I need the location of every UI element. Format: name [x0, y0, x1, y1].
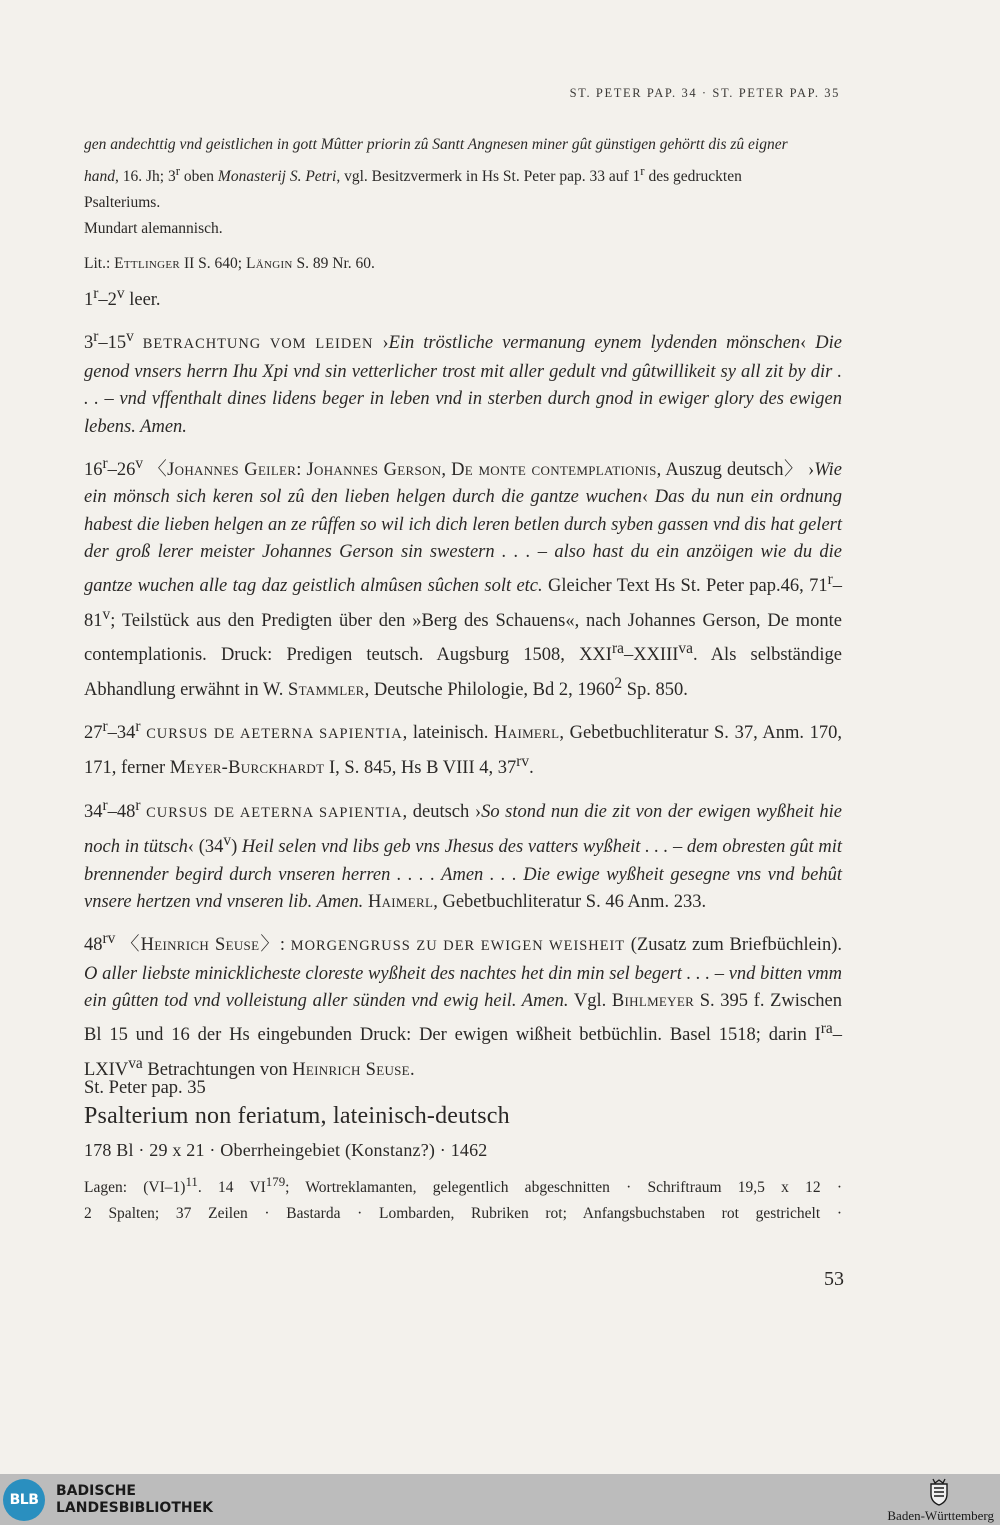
- folio: –2: [98, 290, 117, 311]
- codicology-line-1: [84, 1169, 842, 1201]
- work-title: MORGENGRUSS ZU DER EWIGEN WEISHEIT: [290, 938, 626, 955]
- author-name: Heinrich Seuse: [292, 1060, 410, 1081]
- superscript: v: [102, 605, 111, 623]
- library-name[interactable]: [56, 1483, 213, 1517]
- superscript: 179: [265, 1174, 286, 1189]
- content-entry-5: [84, 792, 842, 917]
- entry-text: Sp. 850.: [622, 679, 688, 700]
- page-number: 53: [824, 1268, 844, 1290]
- superscript: r: [640, 163, 645, 178]
- content-entry-1: [84, 280, 842, 314]
- content-entry-4: [84, 713, 842, 783]
- provenance-line-1: [84, 132, 842, 158]
- author-name: Ettlinger: [114, 255, 181, 273]
- superscript: va: [128, 1054, 143, 1072]
- incipit-explicit: Das du nun ein ordnung habest die lieben helgen an ze rûffen so wil ich dich leren betlen durch syben gassen vnd dis hat gelert der groß lerer meister Johannes Gerson sin swestern . . . – also hast du ein anzöigen wie du die gantze wuchen alle tag daz geistlich almûsen sûchen solt etc.: [84, 487, 842, 597]
- shelfmark: St. Peter pap. 35: [84, 1078, 206, 1098]
- punctuation: :: [296, 459, 307, 480]
- author-name: Heinrich Seuse: [140, 935, 260, 956]
- punctuation: 〉:: [259, 935, 291, 956]
- folio: 48: [84, 935, 103, 956]
- running-head: ST. PETER PAP. 34 · ST. PETER PAP. 35: [569, 86, 840, 100]
- work-title: CURSUS DE AETERNA SAPIENTIA: [146, 805, 403, 822]
- punctuation: 〈: [115, 935, 141, 956]
- author-name: Haimerl: [367, 892, 434, 913]
- manuscript-section: [84, 1078, 842, 1227]
- superscript: 2: [614, 674, 623, 692]
- library-name-line-2: LANDESBIBLIOTHEK: [56, 1500, 214, 1516]
- superscript: r: [93, 285, 99, 302]
- rubric-quote: Ein tröstliche vermanung eynem lydenden mönschen: [388, 333, 801, 354]
- folio: 34: [84, 802, 103, 823]
- library-name-line-1: BADISCHE: [56, 1483, 136, 1499]
- entry-text: (Zusatz zum Briefbüchlein).: [625, 935, 842, 956]
- content-entry-6: [84, 925, 842, 1084]
- footer-bar: [0, 1474, 1000, 1525]
- punctuation: ›: [373, 333, 389, 354]
- superscript: r: [102, 454, 108, 472]
- superscript: v: [116, 285, 125, 302]
- provenance-text: oben: [180, 168, 218, 186]
- spacer: [134, 334, 143, 354]
- contents-list: [84, 280, 842, 1093]
- citation: S. 89 Nr. 60.: [292, 255, 375, 273]
- punctuation: .: [409, 1060, 415, 1081]
- superscript: v: [126, 328, 134, 346]
- work-title: De monte contemplationis: [451, 459, 657, 480]
- superscript: r: [102, 796, 108, 814]
- entry-text: –LXIV: [84, 1025, 842, 1081]
- provenance-date: , 16. Jh; 3: [115, 168, 176, 186]
- folio: –34: [107, 723, 136, 744]
- entry-text: I, S. 845, Hs B VIII 4, 37: [324, 758, 517, 779]
- author-name: Johannes Geiler: [167, 459, 297, 480]
- punctuation: ): [231, 837, 242, 858]
- entry-text: . Als selbständige Abhandlung erwähnt in W.: [84, 645, 842, 700]
- provenance-line-2: [84, 158, 842, 190]
- author-name: Meyer-Burckhardt: [169, 758, 325, 779]
- work-title: BETRACHTUNG VOM LEIDEN: [142, 336, 374, 353]
- folio: 1: [84, 290, 94, 311]
- superscript: r: [135, 796, 141, 814]
- superscript: rv: [516, 753, 530, 771]
- entry-text: –XXIII: [623, 645, 679, 666]
- superscript: r: [93, 328, 99, 346]
- superscript: v: [135, 454, 144, 472]
- superscript: 11: [185, 1174, 198, 1189]
- punctuation: ‹: [800, 333, 816, 354]
- superscript: r: [175, 163, 181, 178]
- punctuation: ‹: [642, 487, 655, 508]
- entry-text: , Auszug deutsch〉 ›: [656, 459, 815, 480]
- incipit-explicit: Die genod vnsers herrn Ihu Xpi vnd sin vetterlicher trost mit aller gedult vnd gûtwillikeit sy all zit by dir . . . – vnd vffenthalt dines lidens beger in leben vnd in sterben durch gnod in ewiger glory des ewigen lebens. Amen.: [84, 333, 843, 437]
- entry-text: Vgl.: [568, 991, 612, 1012]
- dialect-note: Mundart alemannisch.: [84, 220, 223, 238]
- codicology-text: . 14 VI: [197, 1179, 266, 1197]
- superscript: r: [827, 571, 833, 589]
- entry-text: ‹ (34: [187, 837, 224, 858]
- superscript: v: [223, 832, 232, 850]
- provenance-quote: gen andechttig vnd geistlichen in gott Mûtter priorin zû Santt Angnesen miner gût günstigen gehörtt dis zû eigner: [84, 136, 788, 153]
- entry-text: , Gebetbuchliteratur S. 46 Anm. 233.: [433, 892, 707, 913]
- coat-of-arms-icon: [928, 1478, 950, 1506]
- author-name: Bihlmeyer: [611, 991, 695, 1012]
- provenance-text: des gedruckten: [644, 168, 742, 186]
- state-name[interactable]: Baden-Württemberg: [887, 1508, 994, 1523]
- provenance-hand: hand: [84, 168, 115, 186]
- provenance-block: [84, 132, 842, 277]
- provenance-owner: Monasterij S. Petri: [217, 168, 337, 186]
- manuscript-title: Psalterium non feriatum, lateinisch-deutsch: [84, 1103, 510, 1129]
- entry-text: S. 395 f. Zwischen Bl 15 und 16 der Hs eingebunden Druck: Der ewigen wißheit betbüchlin. Basel 1518; darin I: [84, 991, 843, 1046]
- author-name: Johannes Gerson: [306, 459, 442, 480]
- codicology-line-2: 2 Spalten; 37 Zeilen · Bastarda · Lombarden, Rubriken rot; Anfangsbuchstaben rot gestrichelt ·: [84, 1205, 842, 1223]
- entry-text: Gleicher Text Hs St. Peter pap.46, 71: [542, 576, 828, 597]
- author-name: Haimerl: [494, 723, 560, 744]
- author-name: Längin: [245, 255, 293, 273]
- superscript: r: [135, 717, 141, 735]
- punctuation: 〈: [143, 459, 168, 480]
- entry-text: , Gebetbuchliteratur S. 37, Anm. 170, 171, ferner: [84, 723, 842, 779]
- folio: –15: [98, 333, 127, 354]
- folio: 16: [84, 459, 103, 480]
- superscript: r: [102, 717, 108, 735]
- entry-text: –81: [84, 576, 842, 631]
- punctuation: .: [529, 758, 534, 779]
- superscript: rv: [102, 930, 116, 948]
- folio: –26: [107, 459, 136, 480]
- superscript: ra: [820, 1020, 833, 1038]
- author-name: Stammler: [288, 679, 365, 700]
- blb-logo-icon[interactable]: BLB: [3, 1479, 45, 1521]
- punctuation: ,: [441, 459, 452, 480]
- entry-text: , Deutsche Philologie, Bd 2, 1960: [364, 679, 615, 700]
- entry-text: Betrachtungen von: [142, 1060, 293, 1081]
- codicology-text: ; Wortreklamanten, gelegentlich abgeschnitten · Schriftraum 19,5 x 12 ·: [285, 1179, 842, 1197]
- entry-text: , deutsch ›: [402, 802, 482, 823]
- incipit-explicit: O aller liebste minicklicheste cloreste wyßheit des nachtes het din min sel begert . . . – vnd bitten vmm ein gûtten tod vnd volleistung aller sünden vnd ewig heil. Amen.: [84, 963, 842, 1012]
- rubric-quote: Wie ein mönsch sich keren sol zû den lieben helgen durch die gantze wuchen: [84, 459, 842, 508]
- content-entry-3: [84, 450, 842, 704]
- content-entry-2: [84, 323, 842, 440]
- work-title: CURSUS DE AETERNA SAPIENTIA: [146, 726, 403, 743]
- superscript: va: [678, 640, 693, 658]
- entry-text: ; Teilstück aus den Predigten über den »Berg des Schauens«, nach Johannes Gerson, De monte contemplationis. Druck: Predigen teutsch. Augsburg 1508, XXI: [84, 610, 842, 666]
- provenance-reference: , vgl. Besitzvermerk in Hs St. Peter pap. 33 auf 1: [336, 168, 641, 186]
- incipit-explicit: Heil selen vnd libs geb vns Jhesus des vatters wyßheit . . . – dem obresten gût mit brennender begird durch vnseren herren . . . . Amen . . . Die ewige wyßheit gesegne vns vnd behût vnsere hertzen vnd vnseren lib. Amen.: [84, 837, 842, 913]
- provenance-line-3: Psalteriums.: [84, 194, 161, 212]
- folio: –48: [107, 802, 136, 823]
- folio: 27: [84, 723, 103, 744]
- entry-text: leer.: [124, 290, 161, 311]
- literature-line: [84, 251, 842, 277]
- manuscript-metadata: 178 Bl · 29 x 21 · Oberrheingebiet (Konstanz?) · 1462: [84, 1140, 488, 1160]
- entry-text: , lateinisch.: [402, 723, 495, 744]
- literature-label: Lit.:: [84, 255, 115, 273]
- rubric-quote: So stond nun die zit von der ewigen wyßheit hie noch in tütsch: [84, 802, 842, 858]
- superscript: ra: [611, 640, 624, 658]
- citation: II S. 640;: [180, 255, 246, 273]
- codicology-text: Lagen: (VI–1): [84, 1179, 186, 1197]
- folio: 3: [84, 333, 94, 354]
